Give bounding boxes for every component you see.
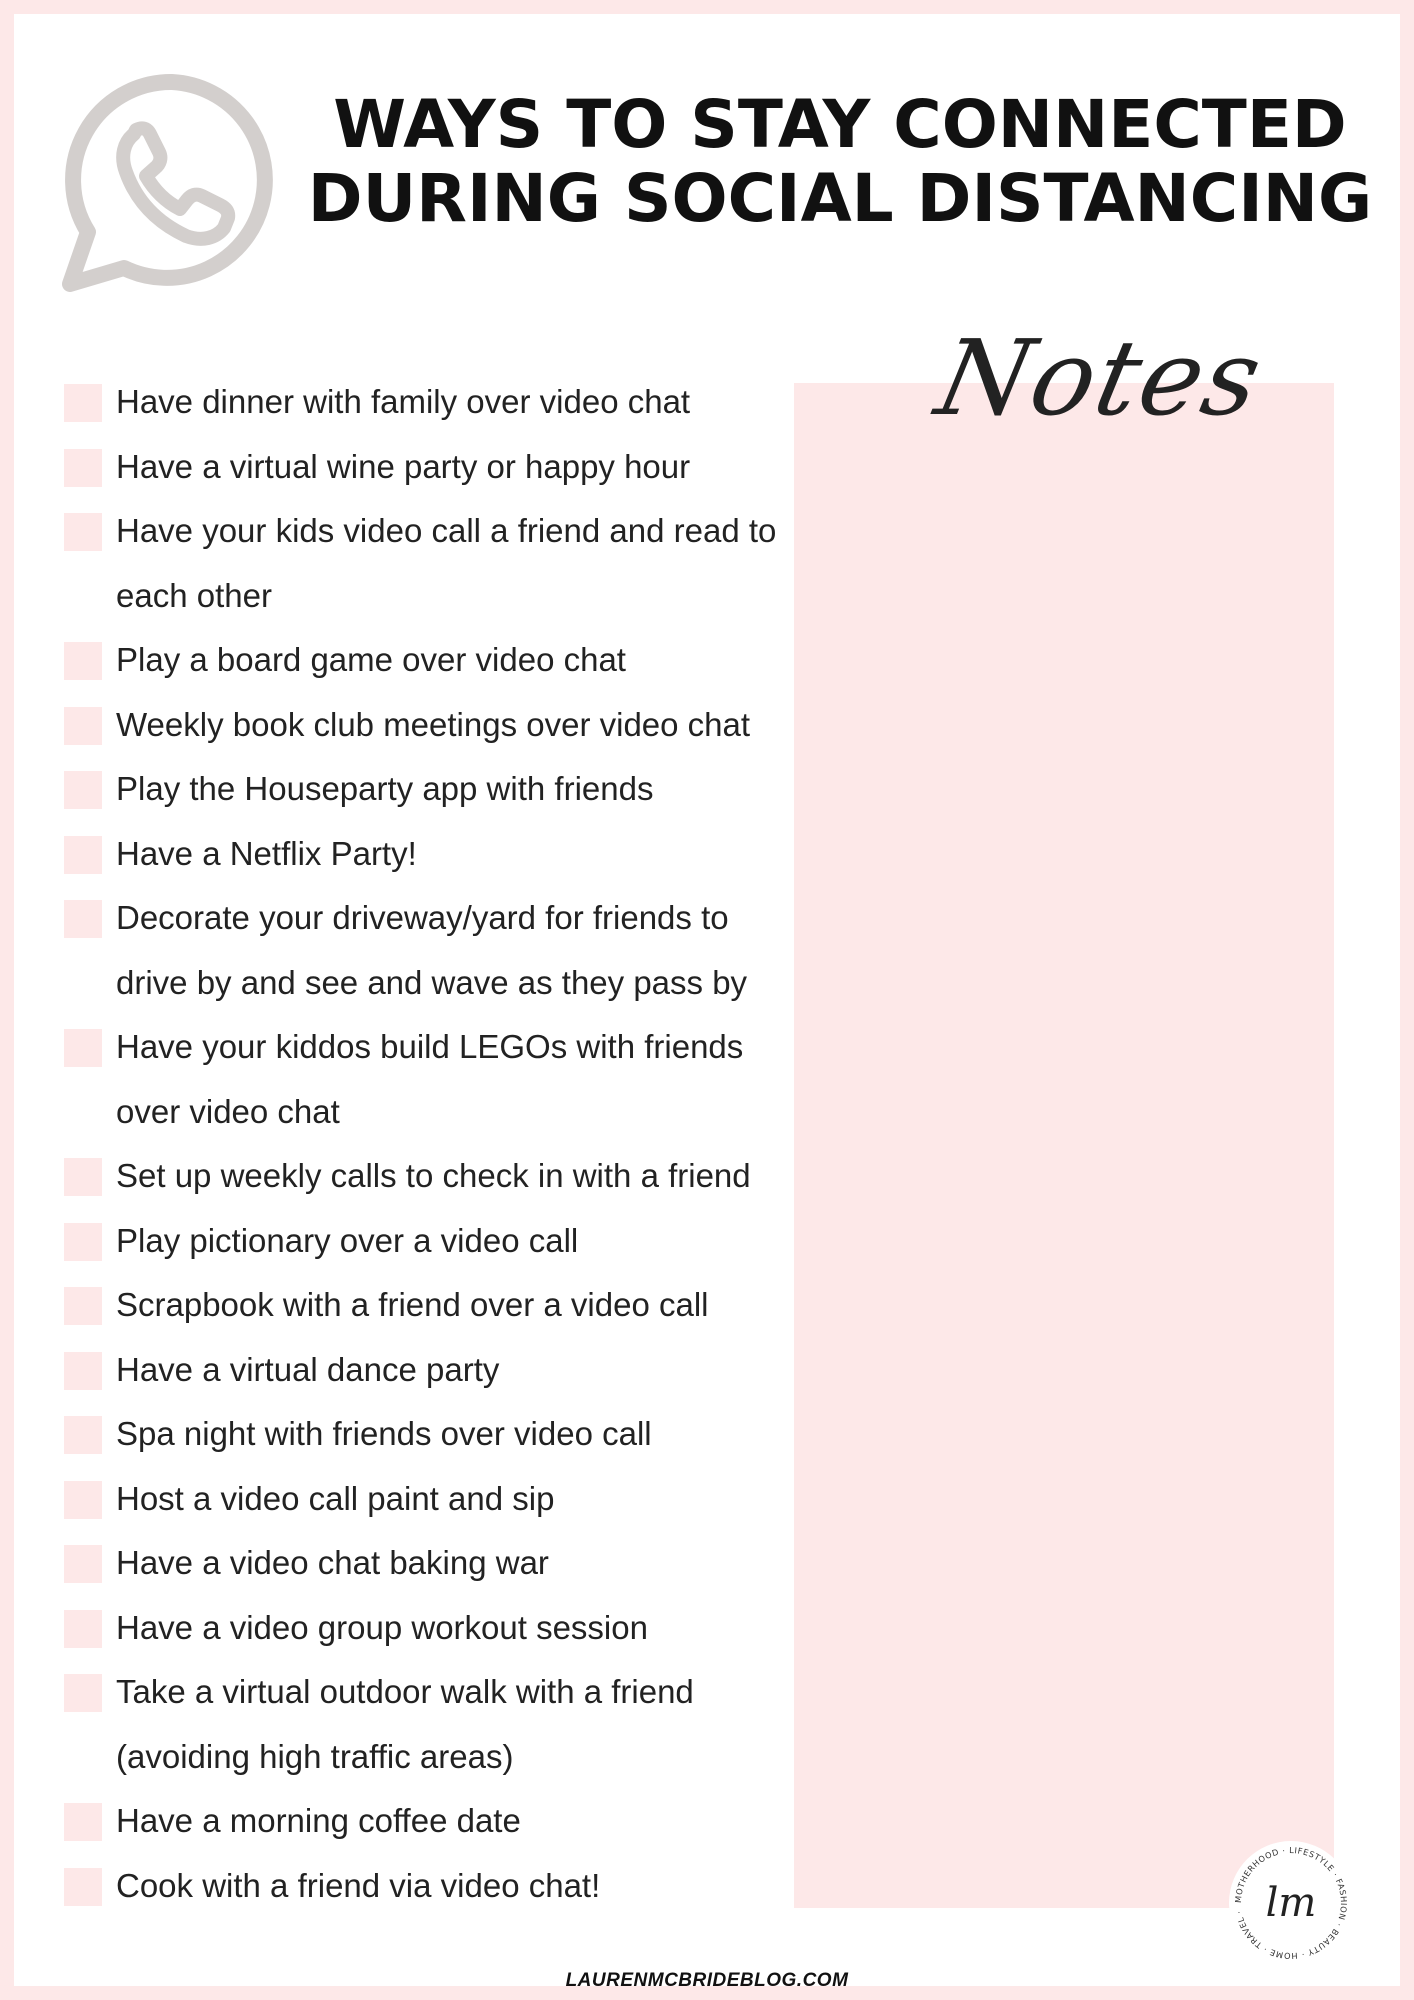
checklist-item	[64, 822, 784, 887]
checklist	[64, 370, 784, 1918]
checkbox[interactable]	[64, 1803, 102, 1841]
checklist-item-label: Weekly book club meetings over video chat	[116, 705, 751, 743]
checklist-item	[64, 1531, 784, 1596]
footer-website[interactable]: LAURENMCBRIDEBLOG.COM	[565, 1970, 849, 1991]
checklist-item	[64, 1854, 784, 1919]
checklist-item	[64, 1596, 784, 1661]
checklist-item	[64, 1338, 784, 1403]
checklist-item	[64, 1015, 784, 1144]
badge-monogram: lm	[1265, 1880, 1317, 1926]
checklist-item	[64, 370, 784, 435]
checkbox[interactable]	[64, 707, 102, 745]
checklist-item	[64, 1467, 784, 1532]
checklist-item	[64, 1789, 784, 1854]
checkbox[interactable]	[64, 449, 102, 487]
checklist-item-label: Scrapbook with a friend over a video call	[116, 1286, 709, 1323]
checkbox[interactable]	[64, 1545, 102, 1583]
checklist-item	[64, 1402, 784, 1467]
checkbox[interactable]	[64, 1481, 102, 1519]
checkbox[interactable]	[64, 1223, 102, 1261]
badge-ring-text: MOTHERHOOD · LIFESTYLE · FASHION · BEAUTY · HOME · TRAVEL ·	[1232, 1844, 1350, 1962]
title-line-1: WAYS TO STAY CONNECTED	[333, 86, 1347, 163]
title-line-2: DURING SOCIAL DISTANCING	[307, 160, 1373, 237]
checklist-item	[64, 499, 784, 628]
checklist-item-label: Have a Netflix Party!	[116, 834, 417, 872]
checklist-item-label: Have a virtual dance party	[116, 1350, 500, 1388]
checkbox[interactable]	[64, 1352, 102, 1390]
checklist-item-label: Host a video call paint and sip	[116, 1479, 555, 1517]
checklist-item	[64, 435, 784, 500]
checklist-item-label: Decorate your driveway/yard for friends to drive by and see and wave as they pass by	[116, 899, 748, 1001]
checklist-item	[64, 1273, 784, 1338]
checklist-item	[64, 1660, 784, 1789]
checklist-item-label: Spa night with friends over video call	[116, 1415, 652, 1452]
checkbox[interactable]	[64, 836, 102, 874]
checklist-item-label: Set up weekly calls to check in with a friend	[116, 1157, 751, 1194]
checkbox[interactable]	[64, 1158, 102, 1196]
checklist-item	[64, 693, 784, 758]
checklist-item-label: Play the Houseparty app with friends	[116, 770, 654, 807]
checkbox[interactable]	[64, 1416, 102, 1454]
checkbox[interactable]	[64, 900, 102, 938]
checkbox[interactable]	[64, 513, 102, 551]
checkbox[interactable]	[64, 1029, 102, 1067]
checklist-item-label: Have dinner with family over video chat	[116, 383, 691, 420]
checklist-item	[64, 628, 784, 693]
checklist-item-label: Have a morning coffee date	[116, 1802, 521, 1839]
checklist-item-label: Take a virtual outdoor walk with a friend (avoiding high traffic areas)	[116, 1673, 694, 1775]
checklist-item-label: Have your kids video call a friend and read to each other	[116, 512, 777, 614]
notes-panel[interactable]	[794, 383, 1334, 1908]
checkbox[interactable]	[64, 771, 102, 809]
checklist-item-label: Cook with a friend via video chat!	[116, 1866, 601, 1904]
checkbox[interactable]	[64, 1287, 102, 1325]
checkbox[interactable]	[64, 642, 102, 680]
checklist-item-label: Have your kiddos build LEGOs with friends over video chat	[116, 1028, 744, 1130]
checklist-item	[64, 1209, 784, 1274]
page-title	[300, 88, 1380, 236]
checklist-item-label: Play pictionary over a video call	[116, 1221, 579, 1259]
notes-label: Notes	[927, 317, 1274, 439]
checklist-item	[64, 1144, 784, 1209]
checkbox[interactable]	[64, 384, 102, 422]
whatsapp-phone-icon	[62, 72, 282, 292]
checklist-item-label: Have a virtual wine party or happy hour	[116, 447, 691, 485]
blog-badge-logo	[1226, 1838, 1356, 1968]
checkbox[interactable]	[64, 1610, 102, 1648]
checklist-item	[64, 757, 784, 822]
checkbox[interactable]	[64, 1674, 102, 1712]
checklist-item-label: Play a board game over video chat	[116, 641, 626, 678]
checklist-item	[64, 886, 784, 1015]
checkbox[interactable]	[64, 1868, 102, 1906]
checklist-item-label: Have a video chat baking war	[116, 1544, 549, 1581]
checklist-item-label: Have a video group workout session	[116, 1608, 648, 1646]
